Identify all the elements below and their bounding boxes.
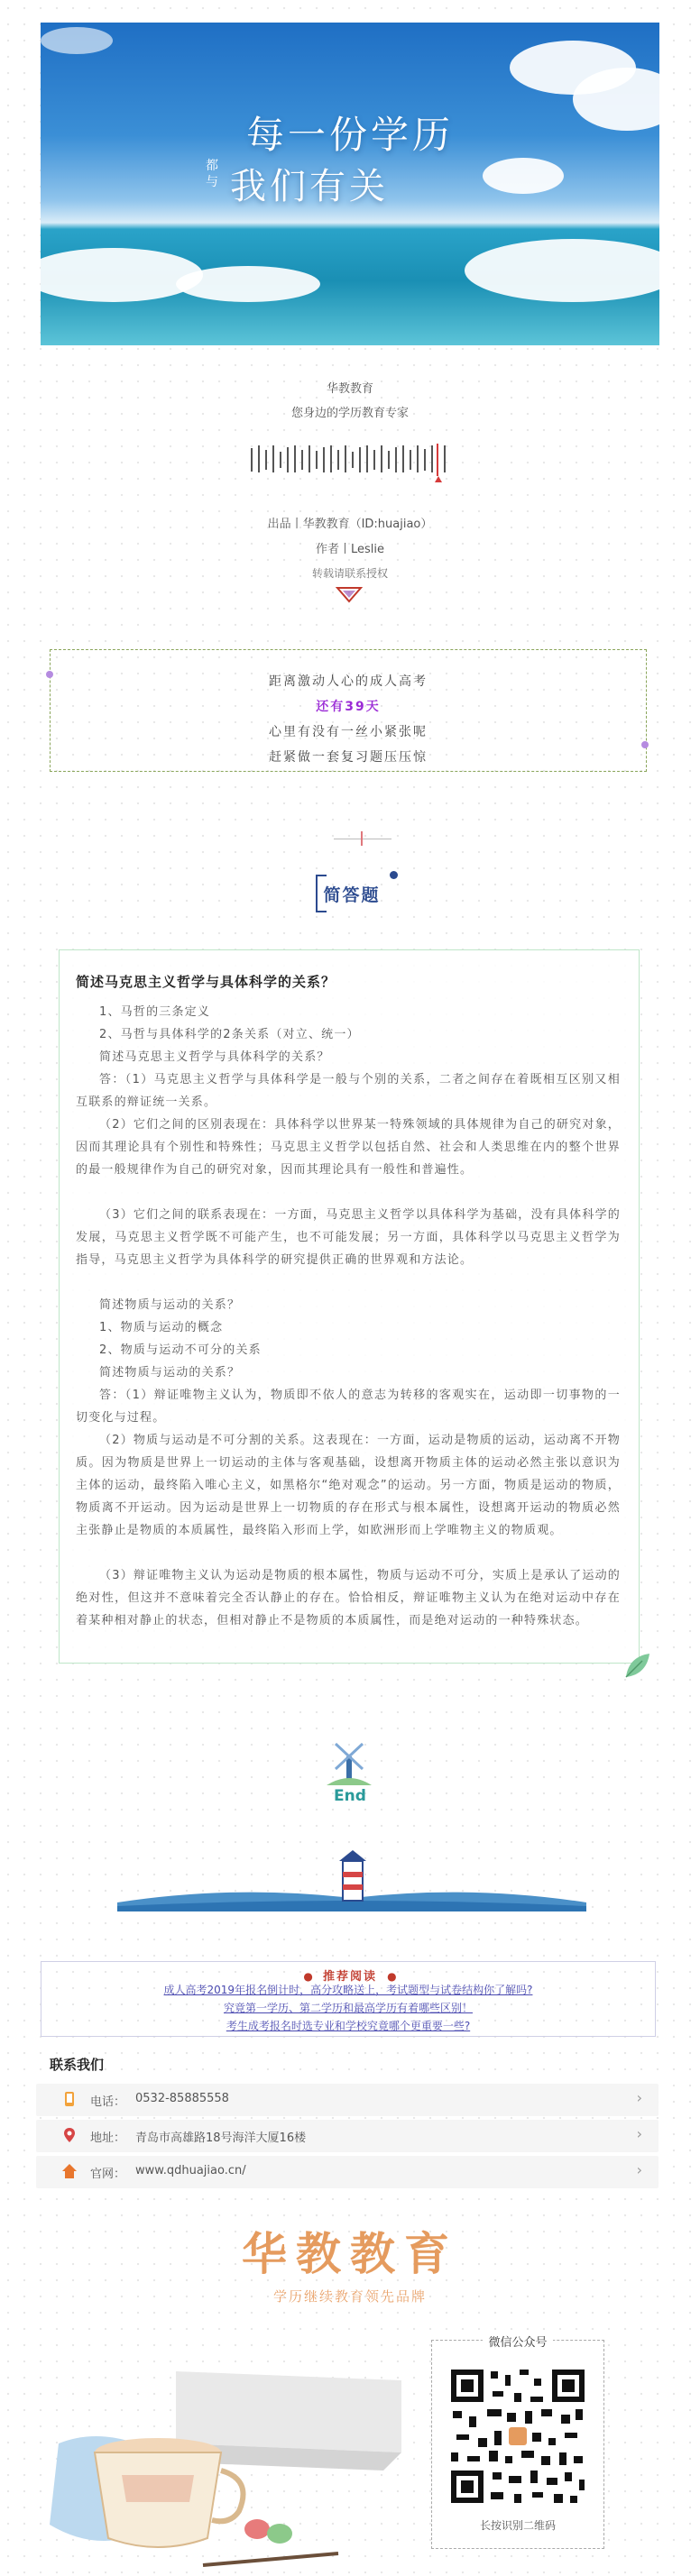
lighthouse-scene (117, 1848, 586, 1911)
recommend-box (41, 1961, 656, 2037)
reprint-note: 转载请联系授权 (311, 567, 388, 580)
section-label (316, 875, 388, 911)
phone-icon (61, 2091, 78, 2107)
home-icon (61, 2163, 78, 2179)
triangle-down-icon (336, 586, 363, 604)
recommend-header: ● 推荐阅读 ● (303, 1970, 397, 1984)
contact-row-website[interactable] (36, 2156, 659, 2188)
article-paragraph: （3）它们之间的联系表现在：一方面，马克思主义哲学以具体科学为基础，没有具体科学的发展，马克思主义哲学既不可能产生，也不可能发展；另一方面，具体科学以马克思主义哲学为指导，马克思主义哲学为具体科学的研究提供正确的世界观和方法论。 (76, 1208, 621, 1267)
article-paragraph: 简述物质与运动的关系？ (99, 1366, 241, 1380)
hero-title-line1: 每一份学历 (245, 113, 454, 157)
hero-title-line2: 我们有关 (230, 166, 389, 207)
article-paragraph: 答：（1）马克思主义哲学与具体科学是一般与个别的关系，二者之间存在着既相互区别又相互联系的辩证统一关系。 (76, 1073, 621, 1109)
decor-dot (46, 671, 53, 678)
qr-card (431, 2336, 604, 2549)
contact-row-address[interactable] (36, 2120, 659, 2152)
contact-title: 联系我们 (50, 2057, 105, 2073)
contact-value: 青岛市高雄路18号海洋大厦16楼 (135, 2131, 307, 2145)
hero-title-small: 都与 (206, 159, 218, 189)
recommend-link[interactable]: 究竟第一学历、第二学历和最高学历有着哪些区别！ (223, 2002, 473, 2014)
chevron-right-icon: › (636, 2125, 642, 2142)
recommend-title: 推荐阅读 (322, 1970, 377, 1984)
hero-banner (41, 23, 659, 345)
decor-dot (390, 871, 398, 879)
contact-value: 0532-85885558 (135, 2092, 229, 2105)
org-tagline: 您身边的学历教育专家 (290, 407, 409, 420)
article-paragraph: 简述马克思主义哲学与具体科学的关系？ (99, 1050, 330, 1064)
qr-code[interactable] (447, 2366, 588, 2507)
contact-section (36, 2051, 659, 2186)
article-heading: 简述马克思主义哲学与具体科学的关系？ (76, 974, 336, 990)
section-title: 简答题 (323, 885, 381, 905)
article-box (59, 949, 640, 1664)
source-line: 出品丨华教教育（ID:huajiao） (267, 518, 433, 531)
windmill-icon (327, 1737, 372, 1787)
qr-caption: 长按识别二维码 (479, 2519, 556, 2532)
recommend-link[interactable]: 考生成考报名时选专业和学校究竟哪个更重要一些? (226, 2020, 471, 2032)
contact-label: 地址： (90, 2131, 126, 2145)
recommend-link[interactable]: 成人高考2019年报名倒计时，高分攻略送上，考试题型与试卷结构你了解吗? (163, 1984, 533, 1996)
decor-barcode (251, 445, 451, 474)
org-name: 华教教育 (326, 382, 373, 396)
cup-book-illustration (41, 2344, 419, 2570)
countdown-line3: 心里有没有一丝小紧张呢 (269, 725, 428, 739)
end-label: End (334, 1787, 366, 1805)
contact-row-phone[interactable] (36, 2084, 659, 2116)
article-paragraph: 2、马哲与具体科学的2条关系（对立、统一） (99, 1028, 360, 1041)
article-paragraph: 2、物质与运动不可分的关系 (99, 1343, 262, 1357)
contact-label: 官网： (90, 2168, 126, 2181)
article-paragraph: 简述物质与运动的关系？ (99, 1298, 241, 1312)
chevron-right-icon: › (636, 2161, 642, 2178)
article-paragraph: （3）辩证唯物主义认为运动是物质的根本属性，物质与运动不可分，实质上是承认了运动的绝对性，但这并不意味着完全否认静止的存在。恰恰相反，辩证唯物主义认为在绝对运动中存在着某种相对静止的状态，但相对静止不是物质的本质属性，而是绝对运动的一种特殊状态。 (76, 1569, 621, 1627)
qr-title: 微信公众号 (483, 2336, 552, 2350)
article-paragraph: （2）它们之间的区别表现在：具体科学以世界某一特殊领域的具体规律为自己的研究对象，因而其理论具有个别性和特殊性；马克思主义哲学以包括自然、社会和人类思维在内的整个世界的最一般规律作为自己的研究对象，因而其理论具有一般性和普遍性。 (76, 1118, 621, 1177)
chevron-right-icon: › (636, 2089, 642, 2106)
leaf-icon (622, 1650, 653, 1681)
contact-label: 电话： (90, 2095, 126, 2109)
countdown-box (50, 649, 647, 772)
location-icon (61, 2127, 78, 2143)
article-paragraph: 1、马哲的三条定义 (99, 1005, 211, 1019)
ruler-marker (361, 831, 363, 846)
brand-name: 华教教育 (242, 2228, 458, 2280)
barcode-marker (435, 476, 442, 482)
author-line: 作者丨Leslie (315, 543, 384, 556)
brand-slogan: 学历继续教育领先品牌 (272, 2288, 427, 2305)
decor-dot (641, 741, 649, 748)
countdown-line1: 距离激动人心的成人高考 (269, 674, 428, 689)
countdown-line4: 赶紧做一套复习题压压惊 (269, 750, 428, 765)
countdown-days: 还有39天 (316, 700, 381, 714)
contact-value: www.qdhuajiao.cn/ (135, 2164, 246, 2177)
article-paragraph: （2）物质与运动是不可分割的关系。这表现在：一方面，运动是物质的运动，运动离不开物质。因为物质是世界上一切运动的主体与客观基础，设想离开物质主体的运动必然主张以意识为主体的运动，最终陷入唯心主义，如黑格尔“绝对观念”的运动。另一方面，物质是运动的物质，物质离不开运动。因为运动是世界上一切物质的存在形式与根本属性，设想离开运动的物质必然主张静止是物质的本质属性，最终陷入形而上学，如欧洲形而上学唯物主义的物质观。 (76, 1434, 621, 1537)
article-paragraph: 1、物质与运动的概念 (99, 1321, 224, 1334)
article-paragraph: 答：（1）辩证唯物主义认为，物质即不依人的意志为转移的客观实在，运动即一切事物的一切变化与过程。 (76, 1389, 621, 1425)
